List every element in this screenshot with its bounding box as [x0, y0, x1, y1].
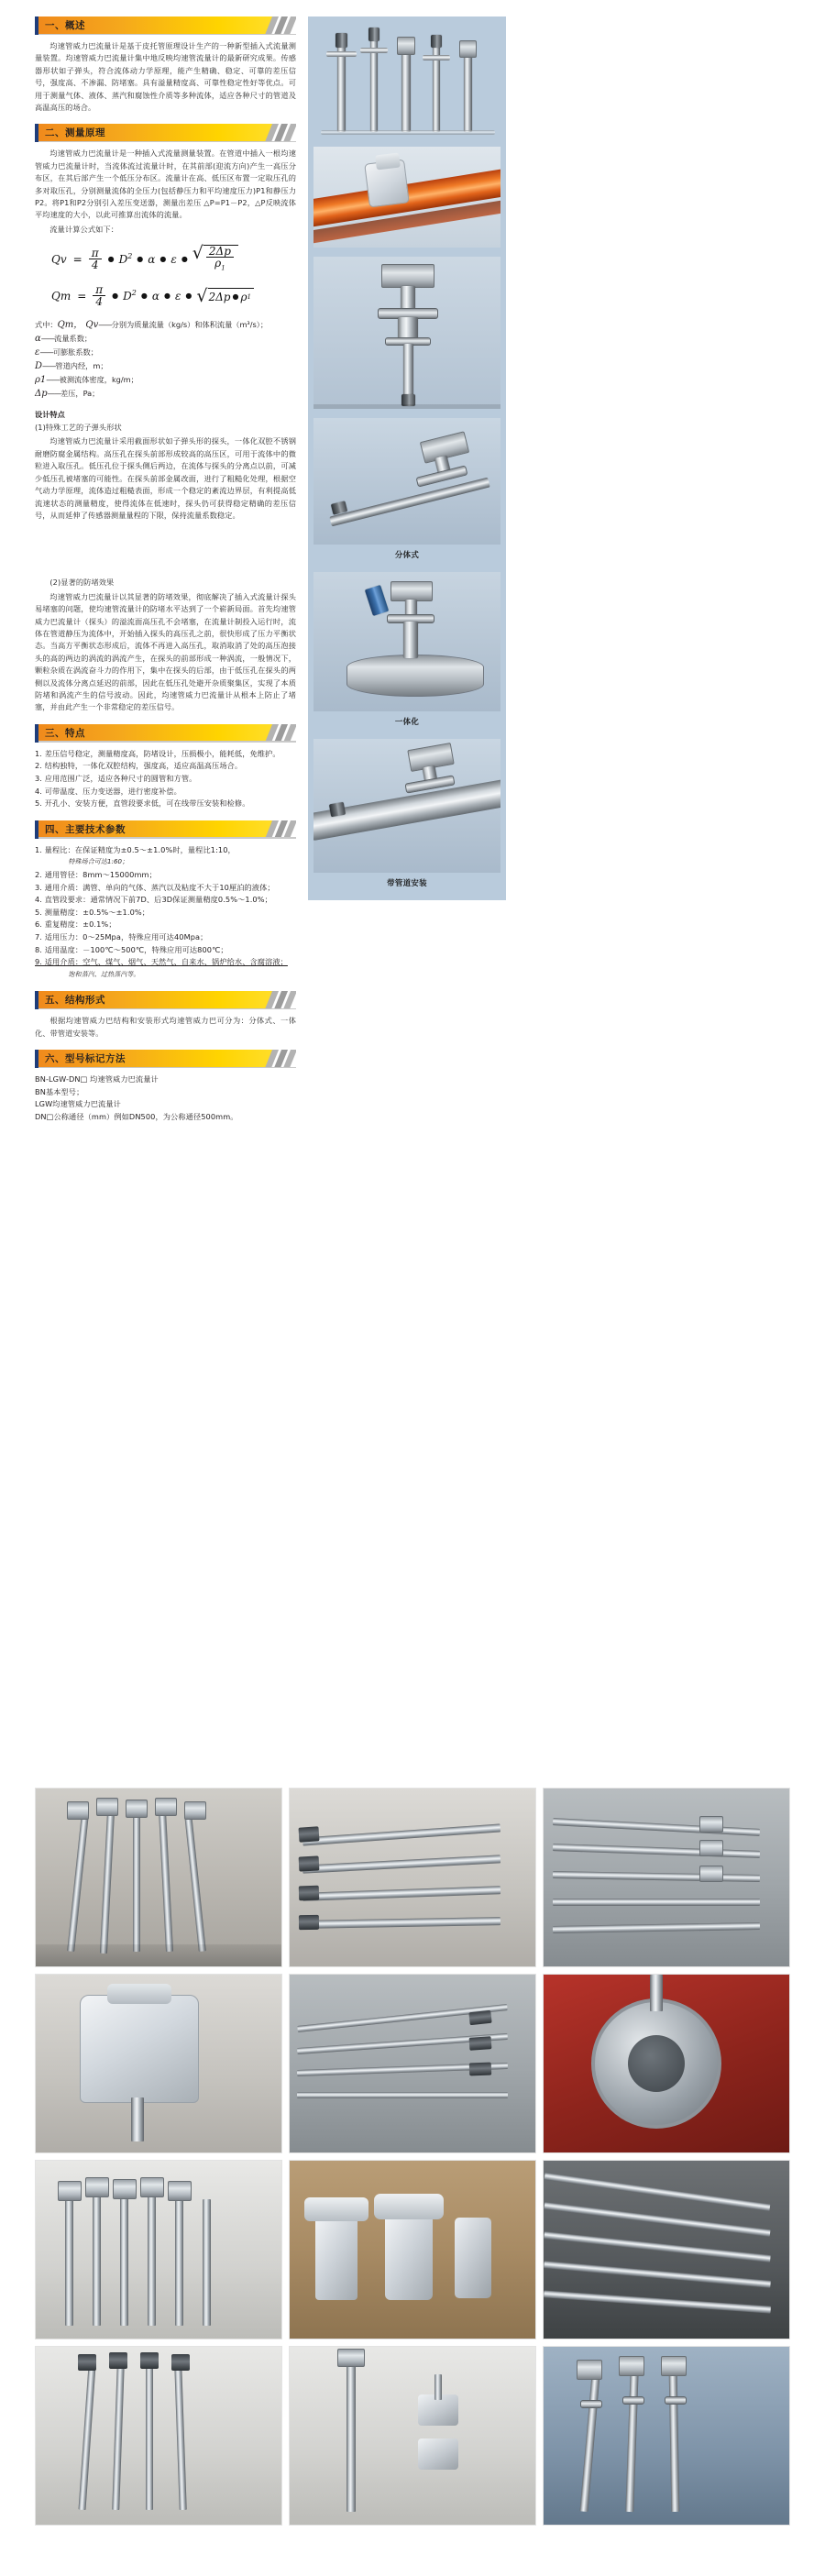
gallery-photo-7 — [35, 2160, 282, 2339]
design-feature-1-title: (1)特殊工艺的子弹头形状 — [35, 423, 122, 433]
formula-lhs: Qv — [51, 252, 67, 266]
section-features — [35, 724, 296, 810]
photo-panel-split-type — [308, 418, 506, 572]
design-features-heading: 设计特点 — [35, 409, 65, 419]
formula-equals: = — [72, 252, 82, 266]
spec-item: 4. 直管段要求：通常情况下前7D、后3D保证测量精度0.5%～1.0%； — [35, 895, 272, 905]
overview-paragraph: 均速管威力巴流量计是基于皮托管原理设计生产的一种新型插入式流量测量装置。均速管威力巴流量计集中地反映均速管流量计的最新研究成果。传感器形状如子弹头，符合流体动力学原理，能产生精确、稳定、可靠的差压信号，强度高、不渗漏、防堵塞。具有溢量精度高、可靠性稳定性好等优点。可用于测量气体、液体、蒸汽和腐蚀性介质等多种流体，适应各种尺寸的管道及高温高压的场合。 — [35, 41, 296, 113]
spec-item: 3. 通用介质：满管、单向的气体、蒸汽以及粘度不大于10厘泊的液体； — [35, 882, 275, 892]
feature-item: 5. 开孔小、安装方便，直管段要求低，可在线带压安装和检修。 — [35, 798, 250, 809]
design-feature-1-body: 均速管威力巴流量计采用截面形状如子弹头形的探头，一体化双腔不锈钢耐磨防腐金属结构。高压孔在探头前部形成较高的高压区，可用于流体中的微粒进入取压孔。低压孔位于探头侧后两边，在流体与探头的分离点以前，可减少低压孔被堵塞的可能性。在探头前部金属改面，进行了粗糙化处理，根据空气动力学原理，流体造过粗糙表面，形成一个稳定的紊流边界层，有利提高低流速状态的测量精度，使得流体在低速时，探头仍可获得稳定精确的差压信号，从而延伸了传感器测量量程的下限，保持流量系数稳定。 — [35, 436, 296, 520]
spec-item: 2. 通用管径：8mm～15000mm； — [35, 869, 157, 879]
section-header-overview — [35, 17, 296, 35]
gallery-photo-6 — [543, 1974, 790, 2153]
model-line: LGW均速管威力巴流量计 — [35, 1099, 121, 1109]
pi-over-four: $\frac{\pi}{4}$ — [93, 285, 105, 307]
section-header-structure — [35, 991, 296, 1009]
photo-panel-probe-group — [308, 17, 506, 147]
square-root: √ $\frac{2\Delta p}{\rho_1}$ — [192, 245, 238, 273]
alpha-term: α — [148, 252, 156, 266]
definition-row: Δp——差压，Pa； — [35, 388, 100, 399]
integrated-type-photo — [314, 572, 500, 711]
diameter-term: $D^2$ — [118, 252, 133, 267]
gallery-photo-2 — [289, 1788, 536, 1967]
spec-item-sub: 特殊场合可达1:60； — [68, 858, 129, 866]
split-type-photo — [314, 418, 500, 545]
feature-item: 4. 可带温度、压力变送器，进行密度补偿。 — [35, 786, 182, 796]
gallery-photo-1 — [35, 1788, 282, 1967]
gallery-photo-11 — [289, 2346, 536, 2526]
photo-sidebar — [308, 17, 506, 900]
pi-over-four: $\frac{\pi}{4}$ — [89, 248, 102, 270]
diameter-term: $D^2$ — [123, 289, 137, 303]
section-title: 二、测量原理 — [45, 127, 105, 139]
photo-caption-integrated-type: 一体化 — [394, 717, 420, 726]
section-title: 三、特点 — [45, 727, 85, 739]
epsilon-term: ε — [170, 252, 177, 266]
design-feature-2-title: (2)显著的防堵效果 — [50, 578, 115, 588]
spec-item: 9. 适用介质：空气、煤气、烟气、天然气、自来水、锅炉给水、含腐溶液； — [35, 957, 288, 967]
definition-row: 式中：Qm， Qv——分别为质量流量（kg/s）和体积流量（m³/s）； — [35, 319, 269, 330]
orange-pipe-photo — [314, 147, 500, 248]
content-column — [35, 17, 296, 1133]
symbol-definitions — [35, 318, 296, 401]
design-feature-2-body: 均速管威力巴流量计以其显著的防堵效果，彻底解决了插入式流量计探头易堵塞的问题，使均速管流量计的防堵水平达到了一个崭新局面。首先均速管威力巴流量计（探头）的溢流面高压孔不会堵塞，在流量计制投入运行时，流体在管道静压为流体中，开始插入探头的高压孔之前，很快形成了压力平衡状态。当高方平衡状态形成后，流体不再进入高压孔，取消取消了处的高压泡接头的高的两边的涡流的涡流产生，在探头的前部形成一种涡流，一般情况下，颗粒杂质在涡流奋斗力的作用下，集中在探头的后部，由于低压孔在探头的两侧以及流体分离点延迟的前部，因此在低压孔处避开杂质聚集区，实现了本质防堵和涡流产生的信号波动。因此，均速管威力巴流量计从根本上防止了堵塞，并由此产生一个非常稳定的差压信号。 — [35, 591, 296, 712]
chevron-decor-icon — [217, 724, 296, 743]
spec-item: 8. 适用温度：－100℃～500℃，特殊应用可达800℃； — [35, 944, 228, 954]
chevron-decor-icon — [217, 1050, 296, 1068]
photo-caption-pipe-mounted: 带管道安装 — [387, 878, 427, 887]
definition-row: α——流量系数； — [35, 333, 93, 344]
definition-row: ρ1——被测流体密度，kg/m； — [35, 374, 138, 385]
section-structure — [35, 991, 296, 1040]
formula-lhs: Qm — [51, 289, 72, 303]
gallery-photo-10 — [35, 2346, 282, 2526]
chevron-decor-icon — [217, 991, 296, 1009]
spec-item: 1. 量程比：在保证精度为±0.5～±1.0%时，量程比1:10， — [35, 844, 236, 854]
feature-item: 2. 结构独特，一体化双腔结构，强度高，适应高温高压场合。 — [35, 761, 243, 771]
photo-panel-pipe-mounted — [308, 739, 506, 900]
gallery-photo-8 — [289, 2160, 536, 2339]
chevron-decor-icon — [217, 17, 296, 35]
gallery-photo-3 — [543, 1788, 790, 1967]
defs-lead: 式中： — [35, 319, 58, 329]
photo-caption-split-type: 分体式 — [394, 550, 420, 559]
pipe-mounted-photo — [314, 739, 500, 873]
gallery-photo-5 — [289, 1974, 536, 2153]
feature-item: 1. 差压信号稳定，测量精度高，防堵设计，压损极小，能耗低，免维护。 — [35, 748, 280, 758]
section-header-features — [35, 724, 296, 743]
model-line: BN基本型号； — [35, 1086, 84, 1096]
spec-item: 6. 重复精度：±0.1%； — [35, 919, 116, 930]
gallery-photo-12 — [543, 2346, 790, 2526]
feature-item: 3. 应用范围广泛，适应各种尺寸的圆管和方管。 — [35, 773, 197, 783]
alpha-term: α — [151, 289, 160, 303]
definition-row: ε——可膨胀系数； — [35, 347, 98, 358]
section-title: 四、主要技术参数 — [45, 823, 126, 835]
volumetric-flow-formula: Qv = $\frac{\pi}{4}$ ● $D^2$ ● α ● ε ● √ $\frac{2\Delta p}{\rho_1}$ — [51, 245, 296, 273]
square-root: √ 2Δp ● ρ 1 — [196, 288, 254, 304]
spec-item: 5. 测量精度：±0.5%～±1.0%； — [35, 907, 150, 917]
mass-flow-formula: Qm = $\frac{\pi}{4}$ ● $D^2$ ● α ● ε ● √ 2Δp ● ρ 1 — [51, 285, 296, 307]
formula-equals: = — [77, 289, 87, 303]
model-line: BN-LGW-DN□ 均速管威力巴流量计 — [35, 1074, 159, 1084]
section-title: 六、型号标记方法 — [45, 1053, 126, 1065]
section-overview — [35, 17, 296, 114]
section-principle — [35, 124, 296, 713]
formula-intro: 流量计算公式如下： — [50, 224, 118, 234]
section-model — [35, 1050, 296, 1123]
integrated-transmitter-photo — [314, 257, 500, 409]
probe-group-photo — [314, 24, 500, 139]
definition-row: D——管道内经，m； — [35, 360, 108, 371]
photo-panel-integrated-transmitter — [308, 257, 506, 418]
section-header-model — [35, 1050, 296, 1068]
photo-panel-orange-pipe — [308, 147, 506, 257]
section-header-specs — [35, 820, 296, 839]
photo-panel-integrated-type — [308, 572, 506, 739]
epsilon-term: ε — [174, 289, 182, 303]
chevron-decor-icon — [217, 820, 296, 839]
model-line: DN□公称通径（mm）例如DN500，为公称通径500mm。 — [35, 1111, 238, 1121]
chevron-decor-icon — [217, 124, 296, 142]
gallery-photo-4 — [35, 1974, 282, 2153]
section-title: 五、结构形式 — [45, 995, 105, 1007]
formula-block — [35, 245, 296, 306]
spec-item-sub: 饱和蒸汽、过热蒸汽等。 — [68, 970, 140, 978]
section-specs — [35, 820, 296, 982]
photo-gallery — [35, 1788, 790, 2526]
principle-paragraph: 均速管威力巴流量计是一种插入式流量测量装置。在管道中插入一根均速管威力巴流量计时，当流体流过流量计时，在其前部(迎流方向)产生一高压分布区，在其后部产生一个低压分布区。流量计在高、低压区布置一定取压孔的多对取压孔，分别测量流体的全压力(包括静压力和平均速度压力)P1和静压力P2。将P1和P2分别引入差压变送器，测量出差压 △P=P1－P2，△P反映流体平均速度的大小，以此可推算出流体的流量。 — [35, 149, 296, 220]
gallery-photo-9 — [543, 2160, 790, 2339]
spec-item: 7. 适用压力：0～25Mpa，特殊应用可达40Mpa； — [35, 931, 208, 941]
section-title: 一、概述 — [45, 20, 85, 31]
section-header-principle — [35, 124, 296, 142]
structure-paragraph: 根据均速管威力巴结构和安装形式均速管威力巴可分为：分体式、一体化、带管道安装等。 — [35, 1016, 296, 1038]
